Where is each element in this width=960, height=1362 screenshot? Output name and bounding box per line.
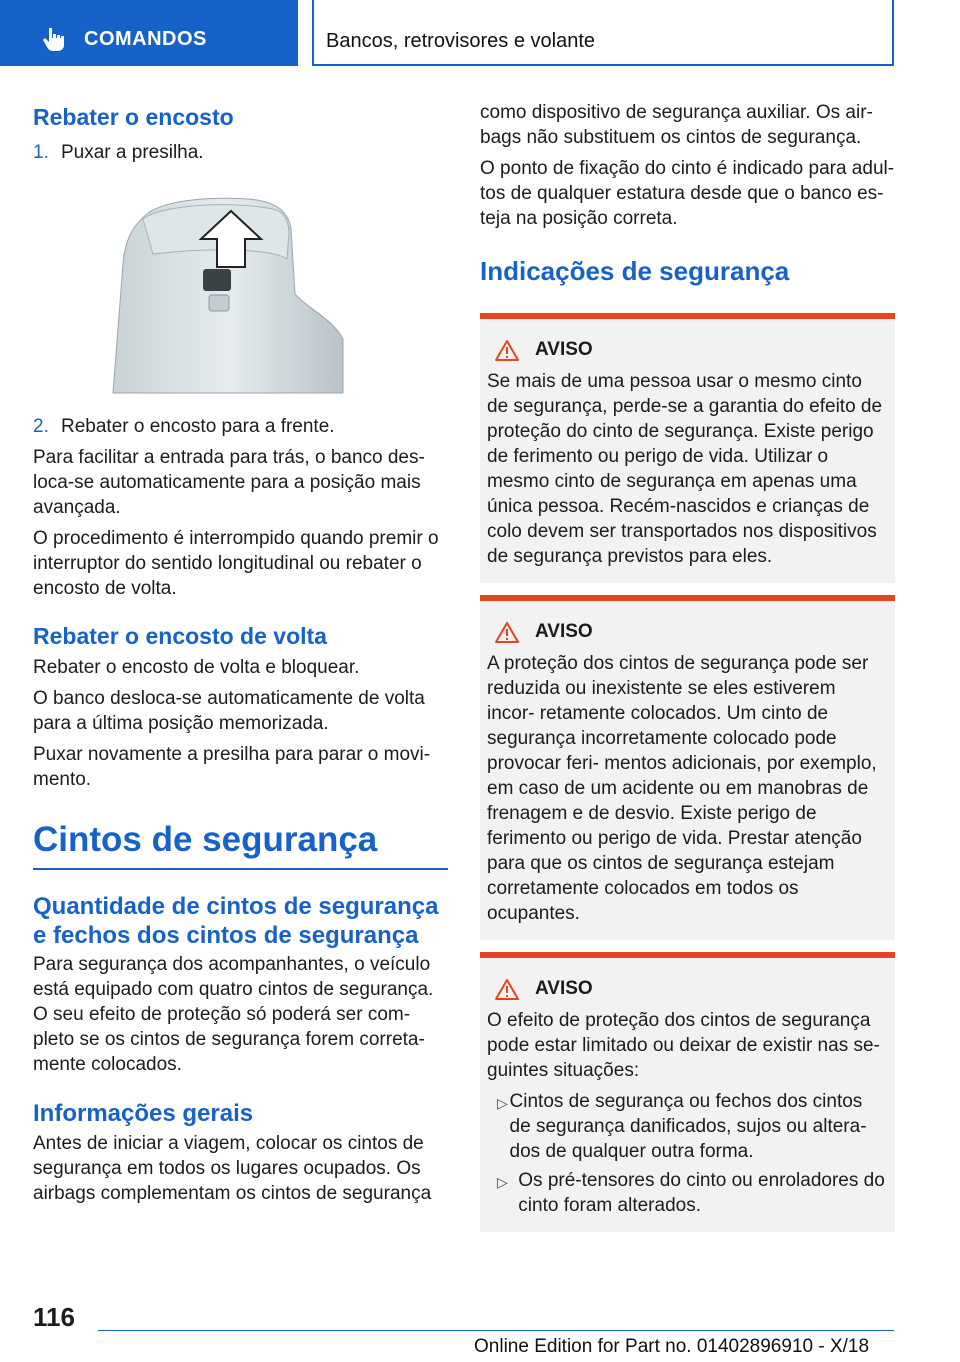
warning-label: AVISO (535, 621, 593, 642)
bullet-item (487, 1089, 887, 1164)
header-divider (312, 64, 894, 66)
warning-text: O efeito de proteção dos cintos de segurança pode estar limitado ou deixar de existir nas se- guintes situações: (487, 1010, 880, 1081)
bullet-text: Os pré-tensores do cinto ou enroladores do cinto foram alterados. (518, 1170, 885, 1216)
step-text: Puxar a presilha. (61, 142, 204, 163)
footer-rule (98, 1330, 894, 1331)
triangle-bullet-icon: ▷ (497, 1095, 508, 1111)
paragraph: Antes de iniciar a viagem, colocar os cintos de segurança em todos os lugares ocupados. Os airbags complementam os cintos de segurança (33, 1133, 432, 1204)
heading-backrest-back: Rebater o encosto de volta (33, 623, 327, 649)
page-number: 116 (33, 1302, 75, 1332)
left-column (33, 102, 448, 1206)
seat-latch-illustration (33, 169, 448, 395)
heading-safety-notes: Indicações de segurança (480, 256, 790, 286)
warning-box (480, 595, 895, 940)
warning-bar (480, 595, 895, 601)
heading-seat-belts: Cintos de segurança (33, 820, 378, 859)
triangle-bullet-icon: ▷ (497, 1174, 508, 1190)
header-section-tab[interactable] (0, 0, 298, 66)
step-item (33, 414, 448, 439)
header-chapter-title: Bancos, retrovisores e volante (326, 30, 596, 52)
paragraph: como dispositivo de segurança auxiliar. Os air- bags não substituem os cintos de segurança. (480, 102, 873, 148)
header-section-label: COMANDOS (84, 28, 207, 50)
bullet-item (487, 1168, 887, 1218)
warning-box (480, 952, 895, 1232)
heading-fold-backrest: Rebater o encosto (33, 104, 234, 130)
paragraph: O banco desloca-se automaticamente de volta para a última posição memorizada. (33, 688, 425, 734)
heading-general-info: Informações gerais (33, 1100, 254, 1127)
warning-header (487, 339, 887, 361)
warning-text: A proteção dos cintos de segurança pode ser reduzida ou inexistente se eles estiverem incor- retamente colocados. Um cinto de segurança incorretamente colocado pode provocar feri- mentos adicionais, por exemplo, em caso de um acidente ou em manobras de frenagem e de desvio. Existe perigo de ferimento ou perigo de vida. Prestar atenção para que os cintos de segurança estejam corretamente colocados em todos os ocupantes. (487, 653, 877, 924)
step-number: 2. (33, 416, 49, 437)
warning-triangle-icon (495, 340, 519, 361)
step-text: Rebater o encosto para a frente. (61, 416, 335, 437)
step-number: 1. (33, 142, 49, 163)
warning-header (487, 621, 887, 643)
warning-triangle-icon (495, 979, 519, 1000)
paragraph: Para segurança dos acompanhantes, o veículo está equipado com quatro cintos de segurança. O seu efeito de proteção só poderá ser com- pleto se os cintos de segurança forem correta- mente colocados. (33, 954, 434, 1075)
header-divider (312, 0, 314, 66)
warning-bar (480, 952, 895, 958)
right-column (480, 100, 895, 1232)
warning-box (480, 313, 895, 583)
hand-pointer-icon (40, 26, 66, 52)
warning-header (487, 978, 887, 1000)
header-divider (892, 0, 894, 66)
section-rule (33, 868, 448, 870)
warning-bar (480, 313, 895, 319)
paragraph: Puxar novamente a presilha para parar o movi- mento. (33, 744, 431, 790)
footer-edition: Online Edition for Part no. 01402896910 - X/18 (474, 1336, 870, 1357)
warning-text: Se mais de uma pessoa usar o mesmo cinto de segurança, perde-se a garantia do efeito de proteção do cinto de segurança. Existe perigo de ferimento ou perigo de vida. Utilizar o mesmo cinto de segurança em apenas uma única pessoa. Recém-nascidos e crianças de colo devem ser transportados nos dispositivos de segurança previstos para eles. (487, 371, 883, 567)
heading-belt-quantity: Quantidade de cintos de segurança e fechos dos cintos de segurança (33, 893, 439, 949)
bullet-text: Cintos de segurança ou fechos dos cintos de segurança danificados, sujos ou altera- dos de qualquer outra forma. (509, 1091, 867, 1162)
warning-label: AVISO (535, 339, 593, 360)
paragraph: Para facilitar a entrada para trás, o banco des- loca-se automaticamente para a posição mais avançada. (33, 447, 425, 518)
warning-triangle-icon (495, 622, 519, 643)
paragraph: Rebater o encosto de volta e bloquear. (33, 657, 360, 678)
warning-label: AVISO (535, 978, 593, 999)
step-item (33, 140, 448, 165)
paragraph: O ponto de fixação do cinto é indicado para adul- tos de qualquer estatura desde que o banco es- teja na posição correta. (480, 158, 895, 229)
paragraph: O procedimento é interrompido quando premir o interruptor do sentido longitudinal ou rebater o encosto de volta. (33, 528, 439, 599)
